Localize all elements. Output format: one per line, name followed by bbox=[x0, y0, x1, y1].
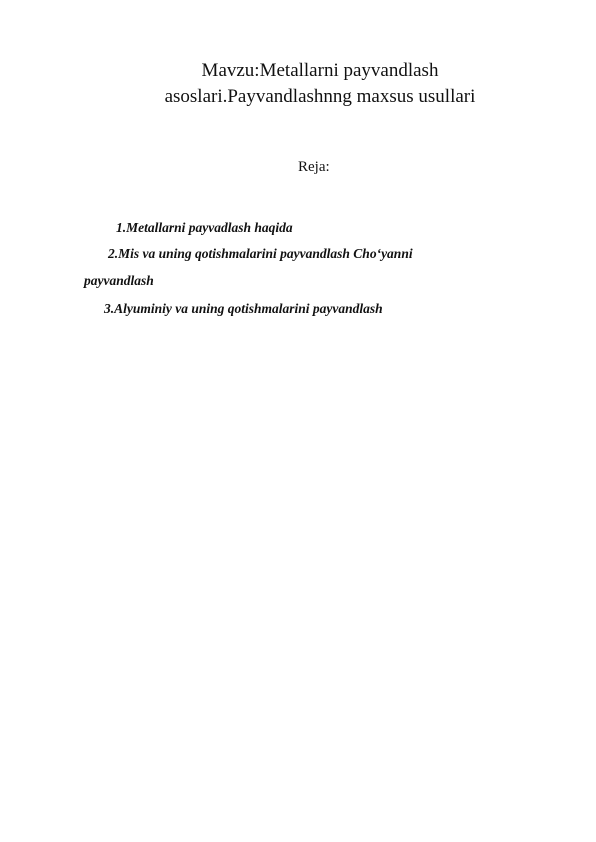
plan-item-2-line-2: payvandlash bbox=[84, 273, 154, 288]
plan-heading: Reja: bbox=[298, 159, 330, 175]
plan-item-1: 1.Metallarni payvadlash haqida bbox=[116, 220, 293, 235]
document-title-line-1: Mavzu:Metallarni payvandlash bbox=[201, 60, 439, 81]
plan-item-2-line-1: 2.Mis va uning qotishmalarini payvandlash Cho‘yanni bbox=[108, 246, 413, 261]
document-title-line-2: asoslari.Payvandlashnng maxsus usullari bbox=[164, 86, 476, 107]
plan-item-3: 3.Alyuminiy va uning qotishmalarini payvandlash bbox=[104, 301, 383, 316]
